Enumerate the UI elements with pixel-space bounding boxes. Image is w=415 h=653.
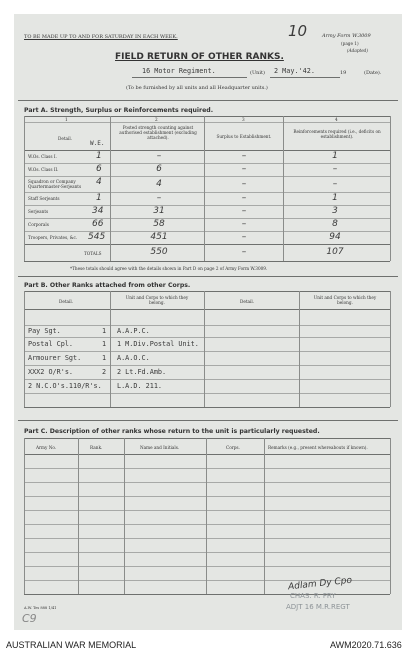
row-posted: 31 — [153, 206, 165, 216]
row-we: 66 — [92, 219, 104, 229]
part-c-heading: Part C. Description of other ranks whose return to the unit is particularly requested. — [24, 428, 320, 435]
row-reinf: 3 — [332, 206, 338, 216]
row-detail: W.Os. Class I. — [28, 154, 57, 159]
footer-institution: AUSTRALIAN WAR MEMORIAL — [6, 640, 137, 650]
b-row-detail: Armourer Sgt. — [28, 354, 82, 362]
row-we: 1 — [96, 193, 102, 203]
signature: Adlam Dy Cpo — [287, 575, 353, 593]
unit-label: (Unit) — [250, 70, 265, 76]
row-reinf: – — [332, 179, 338, 189]
col-header-posted: Posted strength counting against authorised establishment (excluding attached). — [119, 125, 197, 140]
row-reinf: 8 — [332, 219, 338, 229]
year-prefix: 19 — [340, 70, 347, 76]
unit-value: 16 Motor Regiment. — [142, 67, 216, 75]
row-surplus: – — [241, 151, 247, 161]
b-row-detail: Postal Cpl. — [28, 340, 74, 348]
b-row-unit: A.A.O.C. — [117, 354, 150, 362]
b-col-detail: Detail. — [59, 299, 74, 304]
row-surplus: – — [241, 193, 247, 203]
b-row-detail: Pay Sgt. — [28, 327, 61, 335]
initials-mark: C9 — [22, 612, 37, 625]
b-row-detail: XXX2 O/R's. — [28, 368, 74, 376]
col-header-surplus: Surplus to Establishment. — [216, 134, 272, 139]
row-detail: Staff Serjeants — [28, 196, 60, 201]
c-col-army-no: Army No. — [36, 445, 57, 450]
footer-accession: AWM2020.71.636 — [330, 640, 402, 650]
b-row-unit: A.A.P.C. — [117, 327, 150, 335]
stamp-name: CHAS. R. FRY — [290, 592, 336, 600]
total-reinf: 107 — [326, 247, 344, 257]
date-value: 2 May.'42. — [274, 67, 315, 75]
row-reinf: 94 — [329, 232, 341, 242]
col-number-2: 2 — [155, 117, 158, 122]
row-we: 6 — [96, 164, 102, 174]
part-a-heading: Part A. Strength, Surplus or Reinforcements required. — [24, 107, 214, 114]
row-surplus: – — [241, 164, 247, 174]
row-detail: Corporals — [28, 222, 49, 227]
c-col-remarks: Remarks (e.g., present whereabouts if known). — [268, 445, 368, 450]
row-posted: 451 — [150, 232, 168, 242]
part-b-heading: Part B. Other Ranks attached from other Corps. — [24, 282, 191, 289]
row-surplus: – — [241, 232, 247, 242]
form-ref-line2: (page 1) — [341, 41, 359, 46]
we-label: W.E. — [90, 140, 105, 147]
totals-label: TOTALS — [84, 251, 102, 256]
form-ref-line1: Army Form W.3009 — [322, 33, 371, 39]
col-number-1: 1 — [65, 117, 68, 122]
instruction-line: TO BE MADE UP TO AND FOR SATURDAY IN EACH WEEK. — [24, 34, 178, 40]
date-label: (Date). — [364, 70, 382, 76]
form-ref-line3: (Adapted) — [347, 48, 368, 53]
row-surplus: – — [241, 219, 247, 229]
row-we: 545 — [88, 232, 106, 242]
c-col-rank: Rank. — [90, 445, 103, 450]
row-detail: Squadron or Company Quartermaster-Serjeants — [28, 179, 82, 189]
total-surplus: – — [241, 247, 247, 257]
part-a-footnote: *These totals should agree with the details shown in Part D on page 2 of Army Form W.3009. — [70, 266, 268, 271]
stamp-title: ADJT 16 M.R.REGT — [286, 603, 350, 611]
row-we: 4 — [96, 177, 102, 187]
page-number-handwritten: 10 — [288, 22, 308, 40]
b-row-qty: 1 — [102, 327, 107, 335]
row-surplus: – — [241, 206, 247, 216]
row-detail: Serjeants — [28, 209, 49, 214]
row-posted: – — [156, 193, 162, 203]
col-number-4: 4 — [335, 117, 338, 122]
b-row-unit: 1 M.Div.Postal Unit. — [117, 340, 199, 348]
row-posted: 6 — [156, 164, 162, 174]
c-col-corps: Corps. — [226, 445, 240, 450]
b-row-detail: 2 N.C.O's.110/R's. — [28, 382, 102, 390]
b-row-unit: L.A.D. 211. — [117, 382, 163, 390]
b-col-detail-2: Detail. — [240, 299, 255, 304]
row-reinf: 1 — [332, 151, 338, 161]
col-header-detail: Detail. — [58, 136, 73, 141]
row-posted: 4 — [156, 179, 162, 189]
row-posted: 58 — [153, 219, 165, 229]
row-reinf: 1 — [332, 193, 338, 203]
print-code: A.W. Tes 888 1/41 — [24, 606, 57, 610]
subtitle: (To be furnished by all units and all Headquarter units.) — [126, 85, 268, 91]
c-col-name: Name and Initials. — [140, 445, 180, 450]
row-surplus: – — [241, 179, 247, 189]
row-we: 34 — [92, 206, 104, 216]
row-we: 1 — [96, 151, 102, 161]
b-row-unit: 2 Lt.Fd.Amb. — [117, 368, 167, 376]
b-row-qty: 1 — [102, 340, 107, 348]
row-detail: W.Os. Class II. — [28, 167, 59, 172]
total-posted: 550 — [150, 247, 168, 257]
b-col-unit-2: Unit and Corps to which they belong. — [313, 295, 377, 305]
row-reinf: – — [332, 164, 338, 174]
col-number-3: 3 — [242, 117, 245, 122]
form-sheet — [14, 14, 402, 630]
col-header-reinf: Reinforcements required (i.e., deficits on establishment). — [293, 129, 381, 139]
b-row-qty: 2 — [102, 368, 107, 376]
b-row-qty: 1 — [102, 354, 107, 362]
row-detail: Troopers, Privates, &c. — [28, 235, 78, 240]
form-title: FIELD RETURN OF OTHER RANKS. — [115, 52, 284, 62]
b-col-unit: Unit and Corps to which they belong. — [125, 295, 189, 305]
row-posted: – — [156, 151, 162, 161]
